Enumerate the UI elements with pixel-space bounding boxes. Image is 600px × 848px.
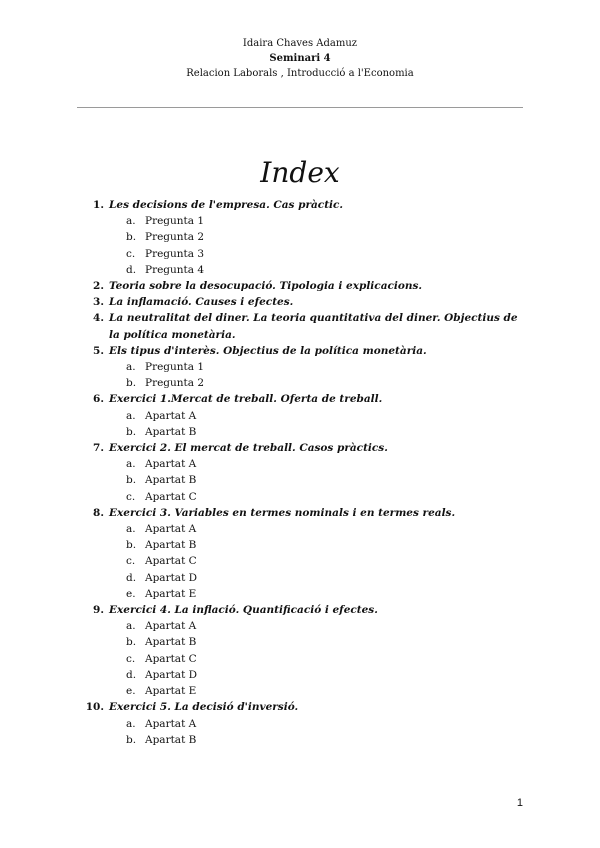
index-title: Index (260, 156, 340, 189)
toc-entry (80, 505, 530, 521)
toc-entry-number: 9. (93, 604, 104, 617)
course-name: Relacion Laborals , Introducció a l'Economia (186, 68, 414, 79)
toc-subitem (80, 229, 530, 245)
toc-subitem-label: Apartat B (145, 474, 197, 487)
toc-subitem-letter: e. (126, 587, 136, 600)
toc-subitem-letter: a. (126, 620, 136, 633)
toc-subitem (80, 553, 530, 569)
toc-subitem-label: Apartat E (145, 685, 197, 698)
page-header (0, 36, 600, 81)
toc-entry-number: 10. (85, 701, 104, 714)
toc-subitem-label: Pregunta 2 (145, 377, 205, 390)
toc-entry-title: Exercici 2. El mercat de treball. Casos pràctics. (109, 442, 388, 455)
toc-entry-title: Els tipus d'interès. Objectius de la política monetària. (109, 344, 427, 357)
toc-subitem (80, 375, 530, 391)
toc-subitem-label: Pregunta 2 (145, 231, 205, 244)
toc-entry (80, 391, 530, 407)
toc-subitem-letter: a. (126, 361, 136, 374)
toc-entry (80, 602, 530, 618)
toc-subitem-letter: b. (126, 733, 137, 746)
toc-subitem (80, 424, 530, 440)
toc-subitem-label: Pregunta 1 (145, 215, 205, 228)
toc-entry-title: Les decisions de l'empresa. Cas pràctic. (109, 199, 344, 211)
toc-subitem-label: Apartat A (145, 523, 197, 536)
toc-subitem-label: Pregunta 1 (145, 361, 205, 374)
toc-subitem-label: Apartat B (145, 539, 197, 552)
toc-subitem (80, 262, 530, 278)
toc-subitem-label: Apartat C (145, 652, 197, 665)
toc-subitem-letter: b. (126, 377, 137, 390)
toc-subitem-letter: a. (126, 458, 136, 471)
toc-subitem-letter: c. (126, 555, 136, 568)
toc-entry-title: La inflamació. Causes i efectes. (109, 296, 294, 309)
toc-subitem (80, 489, 530, 505)
toc-subitem-label: Apartat B (145, 425, 197, 438)
table-of-contents (80, 197, 530, 748)
toc-entry-number: 7. (93, 442, 104, 455)
toc-entry-title: Exercici 4. La inflació. Quantificació i efectes. (109, 604, 378, 617)
toc-subitem-letter: d. (126, 668, 137, 681)
toc-entry-title: Exercici 5. La decisió d'inversió. (109, 701, 299, 714)
toc-subitem-label: Apartat C (145, 555, 197, 568)
toc-subitem-letter: a. (126, 409, 136, 422)
toc-subitem-label: Apartat A (145, 717, 197, 730)
toc-entry-title: Teoria sobre la desocupació. Tipologia i explicacions. (109, 280, 423, 293)
toc-subitem-letter: c. (126, 652, 136, 665)
toc-entry-number: 4. (93, 312, 104, 325)
toc-subitem-label: Pregunta 4 (145, 263, 205, 276)
toc-subitem (80, 667, 530, 683)
toc-subitem-letter: b. (126, 636, 137, 649)
toc-subitem-label: Apartat E (145, 587, 197, 600)
toc-subitem-label: Apartat C (145, 490, 197, 503)
toc-subitem (80, 408, 530, 424)
toc-subitem-letter: b. (126, 539, 137, 552)
toc-subitem (80, 570, 530, 586)
toc-subitem-letter: c. (126, 490, 136, 503)
toc-subitem (80, 618, 530, 634)
header-divider (77, 107, 523, 108)
toc-subitem-label: Apartat A (145, 458, 197, 471)
toc-subitem (80, 683, 530, 699)
toc-subitem-letter: b. (126, 425, 137, 438)
toc-entry (80, 310, 530, 342)
toc-subitem-letter: d. (126, 571, 137, 584)
toc-subitem (80, 716, 530, 732)
toc-subitem (80, 634, 530, 650)
toc-subitem-label: Apartat A (145, 409, 197, 422)
toc-subitem (80, 537, 530, 553)
toc-subitem-letter: b. (126, 231, 137, 244)
toc-subitem (80, 651, 530, 667)
toc-entry-title: Exercici 3. Variables en termes nominals i en termes reals. (109, 506, 456, 519)
toc-subitem-label: Apartat B (145, 636, 197, 649)
seminar-title: Seminari 4 (269, 53, 331, 64)
toc-subitem-label: Apartat D (145, 668, 198, 681)
toc-entry (80, 294, 530, 310)
toc-subitem-label: Apartat D (145, 571, 198, 584)
toc-entry-title: Exercici 1.Mercat de treball. Oferta de treball. (109, 393, 383, 406)
author-name: Idaira Chaves Adamuz (242, 38, 358, 49)
toc-subitem-letter: b. (126, 474, 137, 487)
toc-subitem (80, 472, 530, 488)
toc-entry (80, 440, 530, 456)
toc-subitem-label: Pregunta 3 (145, 247, 205, 260)
toc-entry-number: 2. (93, 280, 104, 293)
toc-subitem (80, 246, 530, 262)
toc-subitem-letter: a. (126, 215, 136, 228)
toc-subitem-letter: e. (126, 685, 136, 698)
toc-entry (80, 699, 530, 715)
toc-subitem-letter: c. (126, 247, 136, 260)
toc-subitem (80, 732, 530, 748)
toc-entry (80, 197, 530, 213)
toc-entry-number: 8. (93, 506, 104, 519)
toc-entry (80, 343, 530, 359)
toc-subitem-label: Apartat A (145, 620, 197, 633)
page-number: 1 (516, 797, 523, 809)
toc-entry-title: La neutralitat del diner. La teoria quantitativa del diner. Objectius de la política monetària. (109, 312, 518, 341)
toc-subitem-letter: d. (126, 263, 137, 276)
toc-subitem-letter: a. (126, 523, 136, 536)
toc-subitem (80, 456, 530, 472)
toc-subitem (80, 586, 530, 602)
toc-subitem (80, 521, 530, 537)
toc-subitem-letter: a. (126, 717, 136, 730)
toc-entry-number: 6. (93, 393, 104, 406)
toc-subitem (80, 213, 530, 229)
toc-subitem (80, 359, 530, 375)
toc-entry-number: 5. (93, 344, 104, 357)
toc-subitem-label: Apartat B (145, 733, 197, 746)
toc-entry-number: 1. (93, 199, 104, 211)
toc-entry (80, 278, 530, 294)
toc-entry-number: 3. (93, 296, 104, 309)
